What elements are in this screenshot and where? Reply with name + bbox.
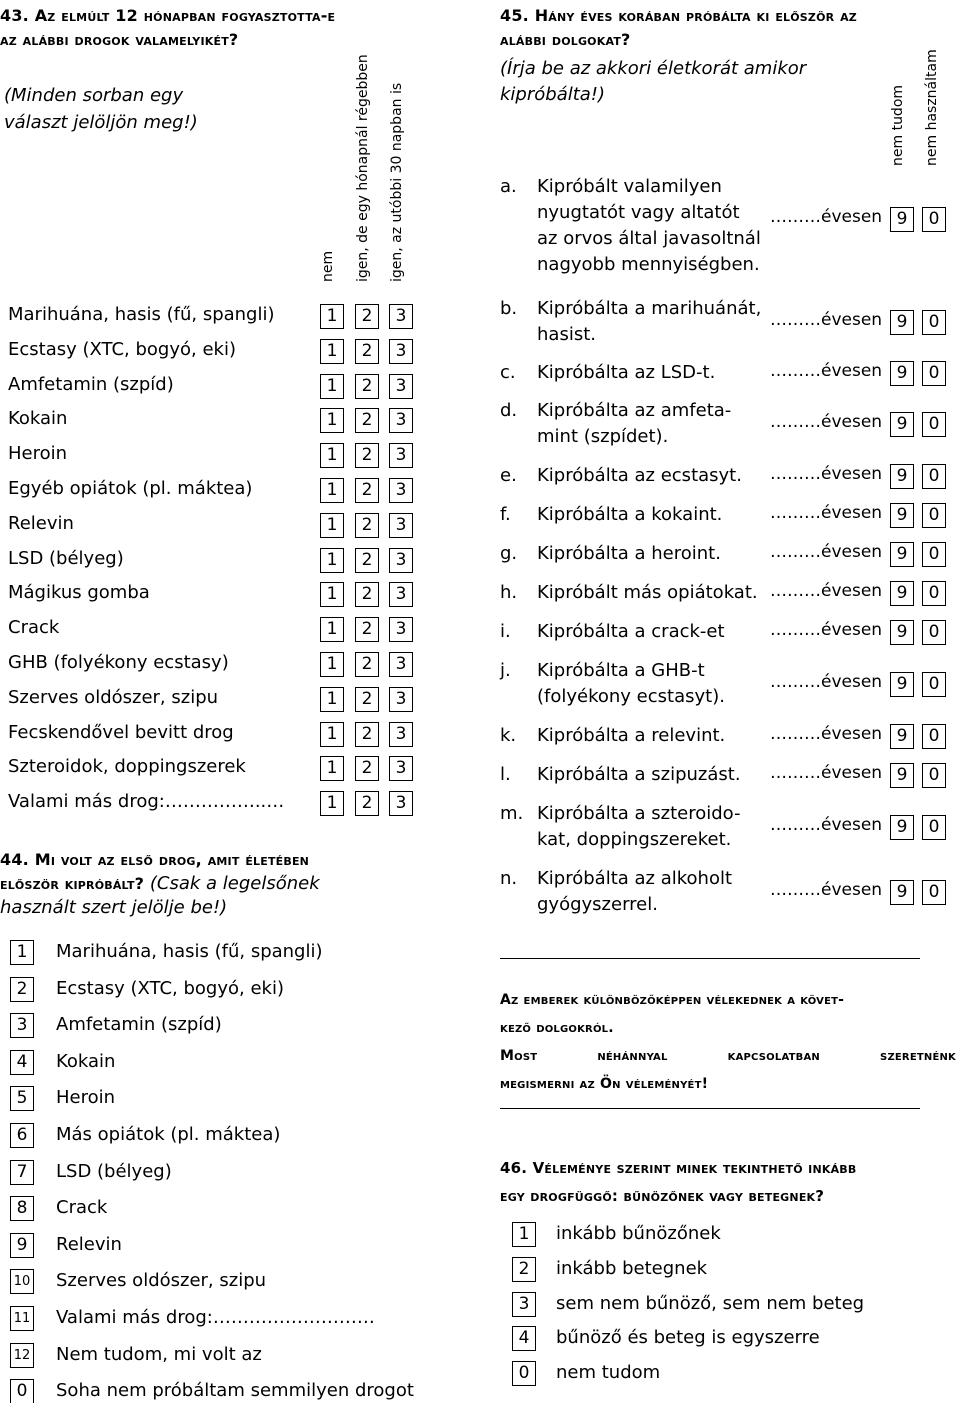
q44-option-label: Ecstasy (XTC, bogyó, eki) xyxy=(56,977,284,999)
q44-option-box[interactable]: 12 xyxy=(10,1343,34,1368)
q43-answer-box[interactable]: 3 xyxy=(389,722,413,747)
q45-item-letter: e. xyxy=(500,465,517,486)
q43-row-label: Ecstasy (XTC, bogyó, eki) xyxy=(8,338,236,360)
q45-item-text xyxy=(537,801,769,853)
q45-nem-hasznaltam-box[interactable]: 0 xyxy=(922,672,946,697)
q45-nem-hasznaltam-box[interactable]: 0 xyxy=(922,620,946,645)
q43-answer-box[interactable]: 2 xyxy=(355,756,379,781)
q45-item-text-line: Kipróbálta az LSD-t. xyxy=(537,362,716,383)
q46-option-box[interactable]: 2 xyxy=(512,1257,536,1282)
q44-option-label: Heroin xyxy=(56,1087,116,1109)
q45-age-field[interactable]: ………évesen xyxy=(770,815,883,835)
q44-option-box[interactable]: 8 xyxy=(10,1196,34,1221)
q43-answer-box[interactable]: 2 xyxy=(355,374,379,399)
q46-option-box[interactable]: 0 xyxy=(512,1361,536,1386)
q45-item-text-line: (folyékony ecstasyt). xyxy=(537,686,725,707)
q43-answer-box[interactable]: 1 xyxy=(320,304,344,329)
q45-item-text xyxy=(537,619,769,645)
q44-option-box[interactable]: 11 xyxy=(10,1306,34,1331)
q45-age-field[interactable]: ………évesen xyxy=(770,361,883,381)
q43-answer-box[interactable]: 3 xyxy=(389,791,413,816)
q43-row-label: Fecskendővel bevitt drog xyxy=(8,721,234,743)
q45-age-field[interactable]: ………évesen xyxy=(770,503,883,523)
q44-option-label: Crack xyxy=(56,1197,108,1219)
q46-option-label: sem nem bűnöző, sem nem beteg xyxy=(556,1292,865,1314)
q43-row-label: Amfetamin (szpíd) xyxy=(8,373,174,395)
q43-answer-box[interactable]: 2 xyxy=(355,617,379,642)
q43-answer-box[interactable]: 2 xyxy=(355,687,379,712)
q45-item-letter: f. xyxy=(500,504,511,525)
intro-text: Az emberek különbözőképpen vélekednek a követ- kező dolgokról. Most néhánnyal kapcsolatban szeretnénk megismerni az Ön véleményét! xyxy=(500,992,956,1092)
q45-item-letter: h. xyxy=(500,582,518,603)
q46-option-box[interactable]: 1 xyxy=(512,1222,536,1247)
q43-row-label: Szteroidok, doppingszerek xyxy=(8,756,246,778)
q43-answer-box[interactable]: 1 xyxy=(320,339,344,364)
q45-nem-hasznaltam-box[interactable]: 0 xyxy=(922,880,946,905)
q44-option-label: Kokain xyxy=(56,1050,116,1072)
q43-answer-box[interactable]: 1 xyxy=(320,791,344,816)
q45-item-letter: j. xyxy=(500,660,511,681)
q45-item-text-line: Kipróbálta a relevint. xyxy=(537,725,726,746)
q43-note: (Minden sorban egy választ jelöljön meg!) xyxy=(4,85,198,133)
q45-item-text xyxy=(537,658,769,710)
q43-answer-box[interactable]: 2 xyxy=(355,582,379,607)
q43-col-header-3: igen, az utóbbi 30 napban is xyxy=(389,82,405,282)
q43-row-label: GHB (folyékony ecstasy) xyxy=(8,652,229,673)
q45-nem-tudom-box[interactable]: 9 xyxy=(890,542,914,567)
q45-nem-tudom-box[interactable]: 9 xyxy=(890,412,914,437)
q43-answer-box[interactable]: 1 xyxy=(320,756,344,781)
q45-nem-hasznaltam-box[interactable]: 0 xyxy=(922,763,946,788)
q44-option-box[interactable]: 3 xyxy=(10,1013,34,1038)
q44-option-box[interactable]: 7 xyxy=(10,1160,34,1185)
q45-item-letter: n. xyxy=(500,868,518,889)
q45-item-text-line: Kipróbált más opiátokat. xyxy=(537,582,758,603)
q44-option-label: Relevin xyxy=(56,1233,122,1255)
q43-answer-box[interactable]: 1 xyxy=(320,443,344,468)
q45-nem-tudom-box[interactable]: 9 xyxy=(890,880,914,905)
q43-answer-box[interactable]: 3 xyxy=(389,339,413,364)
q45-col-header-nem-hasznaltam: nem használtam xyxy=(924,49,940,166)
q43-row-label: Heroin xyxy=(8,443,68,465)
q45-col-header-nem-tudom: nem tudom xyxy=(890,84,906,166)
q45-age-field[interactable]: ………évesen xyxy=(770,672,883,692)
q43-answer-box[interactable]: 1 xyxy=(320,374,344,399)
q45-item-text xyxy=(537,580,769,606)
q44-option-box[interactable]: 1 xyxy=(10,940,34,965)
q45-nem-tudom-box[interactable]: 9 xyxy=(890,581,914,606)
q44-option-box[interactable]: 9 xyxy=(10,1233,34,1258)
q45-item-letter: g. xyxy=(500,543,518,564)
q45-item-text xyxy=(537,296,769,348)
q45-item-text xyxy=(537,762,769,788)
q45-nem-hasznaltam-box[interactable]: 0 xyxy=(922,581,946,606)
q43-answer-box[interactable]: 2 xyxy=(355,304,379,329)
q45-item-text-line: Kipróbálta a heroint. xyxy=(537,543,721,564)
q44-option-box[interactable]: 6 xyxy=(10,1123,34,1148)
q45-nem-tudom-box[interactable]: 9 xyxy=(890,207,914,232)
q45-nem-hasznaltam-box[interactable]: 0 xyxy=(922,310,946,335)
q45-item-text-line: mint (szpídet). xyxy=(537,426,669,447)
q45-item-text-line: Kipróbálta a marihuánát, xyxy=(537,298,762,319)
q43-answer-box[interactable]: 1 xyxy=(320,513,344,538)
q46-option-box[interactable]: 3 xyxy=(512,1292,536,1317)
q43-title: 43. Az elmúlt 12 hónapban fogyasztotta-e az alábbi drogok valamelyikét? xyxy=(0,6,336,49)
q45-item-letter: d. xyxy=(500,400,518,421)
q45-item-text-line: gyógyszerrel. xyxy=(537,894,658,915)
q44-option-label: Más opiátok (pl. máktea) xyxy=(56,1124,281,1145)
q43-answer-box[interactable]: 2 xyxy=(355,548,379,573)
q45-item-text-line: Kipróbálta az ecstasyt. xyxy=(537,465,742,486)
q43-row-label: Szerves oldószer, szipu xyxy=(8,686,219,708)
q43-col-header-1: nem xyxy=(320,250,336,282)
q45-title: 45. Hány éves korában próbálta ki először az alábbi dolgokat? xyxy=(500,6,857,49)
q43-answer-box[interactable]: 2 xyxy=(355,443,379,468)
q43-row-label: Mágikus gomba xyxy=(8,582,150,604)
q43-answer-box[interactable]: 2 xyxy=(355,791,379,816)
q45-nem-hasznaltam-box[interactable]: 0 xyxy=(922,361,946,386)
q46-option-label: inkább bűnözőnek xyxy=(556,1223,721,1244)
q43-row-label: Kokain xyxy=(8,408,68,430)
q45-item-text-line: kat, doppingszereket. xyxy=(537,829,732,850)
q43-answer-box[interactable]: 1 xyxy=(320,617,344,642)
q45-item-text xyxy=(537,866,769,918)
q45-nem-hasznaltam-box[interactable]: 0 xyxy=(922,815,946,840)
q45-item-text-line: Kipróbálta az alkoholt xyxy=(537,868,733,889)
q45-item-letter: b. xyxy=(500,298,518,319)
q45-item-letter: l. xyxy=(500,764,511,785)
q45-nem-tudom-box[interactable]: 9 xyxy=(890,464,914,489)
q44-option-box[interactable]: 5 xyxy=(10,1086,34,1111)
separator-line xyxy=(500,958,920,959)
q46-option-label: inkább betegnek xyxy=(556,1257,708,1279)
q45-item-text xyxy=(537,463,769,489)
q45-item-text-line: Kipróbálta az amfeta- xyxy=(537,400,732,421)
q44-option-label: Marihuána, hasis (fű, spangli) xyxy=(56,941,323,962)
q43-row-label: LSD (bélyeg) xyxy=(8,547,124,569)
q43-answer-box[interactable]: 2 xyxy=(355,478,379,503)
q45-item-text-line: nyugtatót vagy altatót xyxy=(537,202,740,223)
q44-option-label: LSD (bélyeg) xyxy=(56,1160,172,1182)
q43-answer-box[interactable]: 3 xyxy=(389,617,413,642)
q43-answer-box[interactable]: 3 xyxy=(389,582,413,607)
q45-nem-tudom-box[interactable]: 9 xyxy=(890,503,914,528)
q45-nem-tudom-box[interactable]: 9 xyxy=(890,672,914,697)
q45-nem-tudom-box[interactable]: 9 xyxy=(890,310,914,335)
q45-item-text xyxy=(537,723,769,749)
q45-item-text xyxy=(537,541,769,567)
q43-answer-box[interactable]: 3 xyxy=(389,687,413,712)
q45-item-text-line: nagyobb mennyiségben. xyxy=(537,254,760,275)
q43-answer-box[interactable]: 2 xyxy=(355,652,379,677)
q43-answer-box[interactable]: 1 xyxy=(320,652,344,677)
q45-item-text-line: Kipróbálta a GHB-t xyxy=(537,660,705,681)
q43-answer-box[interactable]: 3 xyxy=(389,478,413,503)
q43-row-label: Marihuána, hasis (fű, spangli) xyxy=(8,304,275,325)
q45-nem-hasznaltam-box[interactable]: 0 xyxy=(922,412,946,437)
q43-row-label: Egyéb opiátok (pl. máktea) xyxy=(8,478,253,499)
q43-answer-box[interactable]: 3 xyxy=(389,304,413,329)
q45-item-letter: k. xyxy=(500,725,517,746)
q45-age-field[interactable]: ………évesen xyxy=(770,880,883,900)
q45-nem-tudom-box[interactable]: 9 xyxy=(890,763,914,788)
q43-answer-box[interactable]: 1 xyxy=(320,408,344,433)
q43-answer-box[interactable]: 2 xyxy=(355,408,379,433)
q43-row-label: Crack xyxy=(8,617,60,639)
q43-answer-box[interactable]: 1 xyxy=(320,548,344,573)
q45-age-field[interactable]: ………évesen xyxy=(770,464,883,484)
q46-title: 46. Véleménye szerint minek tekinthető inkább egy drogfüggő: bűnözőnek vagy betegnek? xyxy=(500,1159,857,1205)
q45-nem-hasznaltam-box[interactable]: 0 xyxy=(922,542,946,567)
q45-item-text xyxy=(537,502,769,528)
q44-option-label: Amfetamin (szpíd) xyxy=(56,1014,222,1036)
q43-row-label: Valami más drog:……………..… xyxy=(8,791,285,813)
q45-item-letter: m. xyxy=(500,803,524,824)
q44-title: 44. Mi volt az első drog, amit életében először kipróbált? (Csak a legelsőnek használt szert jelölje be!) xyxy=(0,850,320,918)
q45-item-text-line: az orvos által javasoltnál xyxy=(537,228,761,249)
q45-nem-tudom-box[interactable]: 9 xyxy=(890,724,914,749)
q45-nem-tudom-box[interactable]: 9 xyxy=(890,815,914,840)
q44-option-label: Soha nem próbáltam semmilyen drogot xyxy=(56,1380,414,1402)
q43-answer-box[interactable]: 3 xyxy=(389,443,413,468)
q45-age-field[interactable]: ………évesen xyxy=(770,542,883,562)
q45-item-letter: i. xyxy=(500,621,511,642)
q45-item-text xyxy=(537,174,769,278)
q43-row-label: Relevin xyxy=(8,512,74,534)
q43-answer-box[interactable]: 2 xyxy=(355,339,379,364)
q45-nem-hasznaltam-box[interactable]: 0 xyxy=(922,207,946,232)
q45-age-field[interactable]: ………évesen xyxy=(770,412,883,432)
q45-item-letter: a. xyxy=(500,176,517,197)
q45-nem-tudom-box[interactable]: 9 xyxy=(890,361,914,386)
q43-answer-box[interactable]: 3 xyxy=(389,513,413,538)
q43-answer-box[interactable]: 3 xyxy=(389,548,413,573)
q45-item-text-line: hasist. xyxy=(537,324,596,345)
q45-item-text-line: Kipróbálta a szipuzást. xyxy=(537,764,741,785)
q46-option-box[interactable]: 4 xyxy=(512,1326,536,1351)
q45-nem-tudom-box[interactable]: 9 xyxy=(890,620,914,645)
q43-answer-box[interactable]: 1 xyxy=(320,722,344,747)
q44-option-box[interactable]: 2 xyxy=(10,977,34,1002)
separator-line xyxy=(500,1108,920,1109)
q45-age-field[interactable]: ………évesen xyxy=(770,620,883,640)
q45-item-text xyxy=(537,360,769,386)
q43-answer-box[interactable]: 2 xyxy=(355,722,379,747)
q46-option-label: nem tudom xyxy=(556,1362,661,1384)
q45-nem-hasznaltam-box[interactable]: 0 xyxy=(922,464,946,489)
q45-item-text-line: Kipróbált valamilyen xyxy=(537,176,722,197)
q43-col-header-2: igen, de egy hónapnál régebben xyxy=(355,54,371,282)
q43-answer-box[interactable]: 1 xyxy=(320,687,344,712)
q44-option-box[interactable]: 4 xyxy=(10,1050,34,1075)
q44-option-label: Valami más drog:……………………… xyxy=(56,1307,375,1328)
q43-answer-box[interactable]: 3 xyxy=(389,652,413,677)
q45-note: (Írja be az akkori életkorát amikor kipróbálta!) xyxy=(500,58,807,105)
q45-age-field[interactable]: ………évesen xyxy=(770,310,883,330)
q43-answer-box[interactable]: 3 xyxy=(389,408,413,433)
q44-option-label: Szerves oldószer, szipu xyxy=(56,1270,267,1292)
q45-age-field[interactable]: ………évesen xyxy=(770,763,883,783)
q46-option-label: bűnöző és beteg is egyszerre xyxy=(556,1327,820,1349)
q43-answer-box[interactable]: 1 xyxy=(320,582,344,607)
q45-item-text-line: Kipróbálta a kokaint. xyxy=(537,504,723,525)
q45-age-field[interactable]: ………évesen xyxy=(770,724,883,744)
q44-option-box[interactable]: 0 xyxy=(10,1379,34,1403)
q45-item-text-line: Kipróbálta a szteroido- xyxy=(537,803,741,824)
q43-answer-box[interactable]: 3 xyxy=(389,756,413,781)
q45-item-text-line: Kipróbálta a crack-et xyxy=(537,621,725,642)
q45-age-field[interactable]: ………évesen xyxy=(770,581,883,601)
q43-answer-box[interactable]: 2 xyxy=(355,513,379,538)
q44-option-box[interactable]: 10 xyxy=(10,1269,34,1294)
q45-age-field[interactable]: ………évesen xyxy=(770,207,883,227)
q45-item-text xyxy=(537,398,769,450)
q44-option-label: Nem tudom, mi volt az xyxy=(56,1343,262,1365)
q45-nem-hasznaltam-box[interactable]: 0 xyxy=(922,503,946,528)
q43-answer-box[interactable]: 1 xyxy=(320,478,344,503)
q45-nem-hasznaltam-box[interactable]: 0 xyxy=(922,724,946,749)
q43-answer-box[interactable]: 3 xyxy=(389,374,413,399)
q45-item-letter: c. xyxy=(500,362,516,383)
